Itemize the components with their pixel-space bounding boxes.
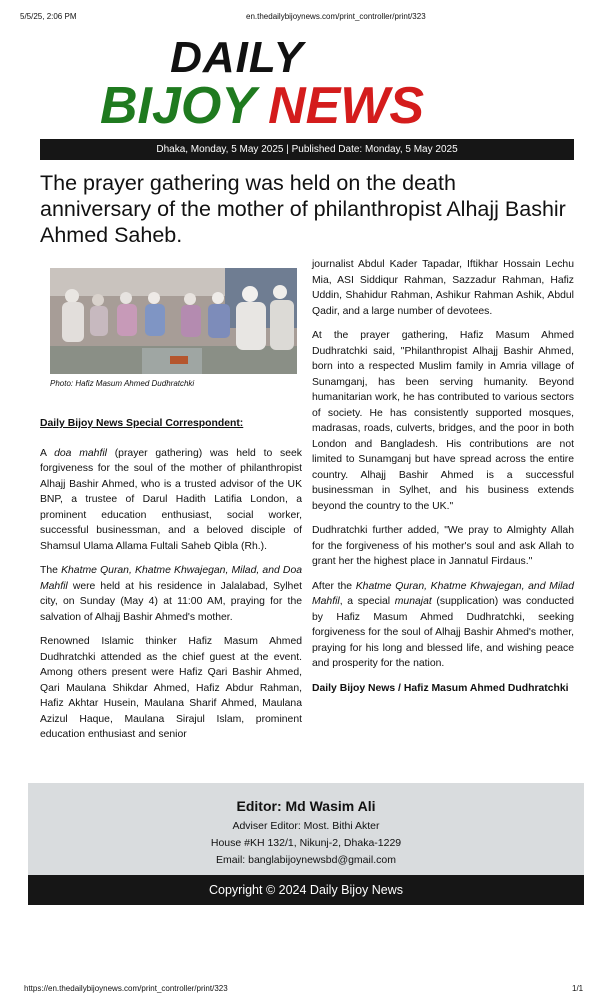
text-run: After the <box>312 580 356 592</box>
text-run: A <box>40 447 55 459</box>
editorial-footer <box>28 783 584 875</box>
logo-masthead <box>100 78 424 134</box>
italic-term: Khatme Quran, Khatme Khwajegan, and Milad Mahfil <box>312 580 574 607</box>
page-number: 1/1 <box>572 984 584 993</box>
text-run: , a special <box>339 596 395 607</box>
text-run: (supplication) was conducted by Hafiz Masum Ahmed Dudhratchki, seeking forgiveness for the soul of Alhajj Bashir Ahmed's mother, praying for his long and blessed life, and wishing peace and prosperity for the nation. <box>312 596 574 669</box>
italic-term: doa mahfil <box>54 447 107 459</box>
print-url: en.thedailybijoynews.com/print_controller/print/323 <box>246 12 426 21</box>
print-timestamp: 5/5/25, 2:06 PM <box>20 12 77 21</box>
article-paragraph: At the prayer gathering, Hafiz Masum Ahmed Dudhratchki said, "Philanthropist Alhajj Bashir Ahmed, born into a respected Muslim family in Amria village of Sunamganj, has been serving humanity. Beyond humanitarian work, he has contributed to various sectors of society. He has consistently supported mosques, madrasas, roads, culverts, bridges, and the poor in both London and Bangladesh. His contributions are not limited to Sunamganj but have spread across the entire country. Alhajj Bashir Ahmed is a successful businessman in Sylhet, and his business extends beyond the country to the UK." <box>312 330 574 512</box>
text-run: The <box>40 565 62 576</box>
print-footer-url: https://en.thedailybijoynews.com/print_controller/print/323 <box>24 984 228 993</box>
logo-bijoy: BIJOY <box>100 77 257 135</box>
editor-name: Editor: Md Wasim Ali <box>236 798 376 814</box>
article-column-right <box>312 257 574 705</box>
article-paragraph: Dudhratchki further added, "We pray to Almighty Allah for the forgiveness of his mother's soul and ask Allah to grant her the highest place in Jannatul Firdaus." <box>312 525 574 567</box>
article-paragraph <box>40 446 302 555</box>
article-byline: Daily Bijoy News Special Correspondent: <box>40 418 244 429</box>
italic-term: Khatme Quran, Khatme Khwajegan, Milad, and Doa Mahfil <box>40 565 302 592</box>
office-address: House #KH 132/1, Nikunj-2, Dhaka-1229 <box>210 837 402 849</box>
adviser-editor: Adviser Editor: Most. Bithi Akter <box>232 820 380 832</box>
photo-caption: Photo: Hafiz Masum Ahmed Dudhratchki <box>50 379 195 388</box>
text-run: (prayer gathering) was held to seek forgiveness for the soul of the mother of philanthropist Alhajj Bashir Ahmed, who is a trusted advisor of the UK BNP, a trustee of Darul Hadith Latifia London, a prominent education enthusiast, social worker, successful businessman, and a beloved disciple of Shamsul Ulama Allama Fultali Saheb Qibla (Rh.). <box>40 447 302 552</box>
article-paragraph <box>40 563 302 625</box>
photo-illustration <box>50 268 297 374</box>
article-paragraph: journalist Abdul Kader Tapadar, Iftikhar Hossain Lechu Mia, ASI Siddiqur Rahman, Sazzadur Rahman, Hafiz Uddin, Shahidur Rahman, Ashikur Rahman Ashik, Abdul Qadir, and a large number of devotees. <box>312 259 574 317</box>
article-paragraph <box>312 579 574 672</box>
copyright-bar: Copyright © 2024 Daily Bijoy News <box>28 875 584 905</box>
article-photo <box>50 268 297 374</box>
article-paragraph: Renowned Islamic thinker Hafiz Masum Ahmed Dudhratchki attended as the chief guest at the event. Among others present were Hafiz Qari Bashir Ahmed, Qari Maulana Shikdar Ahmed, Hafiz Abdur Rahman, Hafiz Akhtar Husein, Maulana Sharif Ahmed, Maulana Azizul Haque, Maulana Sirajul Islam, prominent education enthusiast and senior <box>40 636 302 740</box>
text-run: were held at his residence in Jalalabad, Sylhet city, on Sunday (May 4) at 11:00 AM, praying for the salvation of Alhajj Bashir Ahmed's mother. <box>40 580 302 623</box>
article-headline: The prayer gathering was held on the death anniversary of the mother of philanthropist Alhajj Bashir Ahmed Saheb. <box>40 171 566 247</box>
dateline-bar: Dhaka, Monday, 5 May 2025 | Published Date: Monday, 5 May 2025 <box>40 139 574 160</box>
article-column-left <box>40 416 302 752</box>
logo-daily: DAILY <box>170 33 304 82</box>
contact-email: Email: banglabijoynewsbd@gmail.com <box>216 854 396 866</box>
article-signoff: Daily Bijoy News / Hafiz Masum Ahmed Dudhratchki <box>312 682 569 694</box>
logo-news: NEWS <box>268 77 425 135</box>
italic-term: munajat <box>394 596 432 607</box>
